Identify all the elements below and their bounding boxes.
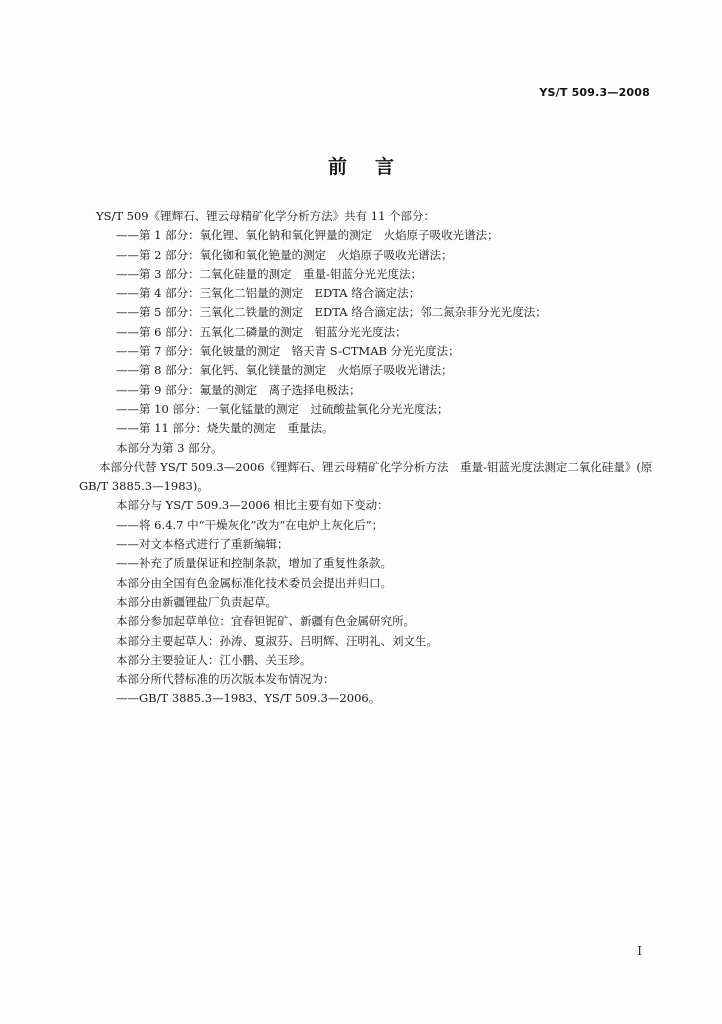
list-item-part-8: ——第 8 部分：氧化钙、氧化镁量的测定 火焰原子吸收光谱法； — [116, 363, 453, 378]
this-part-paragraph: 本部分为第 3 部分。 — [116, 440, 223, 455]
list-item-part-9: ——第 9 部分：氟量的测定 离子选择电极法； — [116, 382, 361, 397]
proposed-by-paragraph: 本部分由全国有色金属标准化技术委员会提出并归口。 — [116, 575, 392, 590]
document-body — [79, 207, 668, 709]
drafted-by-paragraph: 本部分由新疆锂盐厂负责起草。 — [116, 594, 277, 609]
history-intro-paragraph: 本部分所代替标准的历次版本发布情况为： — [116, 672, 335, 687]
drafters-paragraph: 本部分主要起草人：孙涛、夏淑芬、吕明辉、汪明礼、刘文生。 — [116, 633, 438, 648]
change-item-3: ——补充了质量保证和控制条款，增加了重复性条款。 — [116, 556, 392, 571]
change-item-1: ——将 6.4.7 中“干燥灰化”改为“在电炉上灰化后”； — [116, 517, 384, 532]
list-item-part-5: ——第 5 部分：三氧化二铁量的测定 EDTA 络合滴定法；邻二氮杂菲分光光度法； — [116, 305, 547, 320]
list-item-part-2: ——第 2 部分：氧化铷和氧化铯量的测定 火焰原子吸收光谱法； — [116, 247, 453, 262]
participants-paragraph: 本部分参加起草单位：宜春钽铌矿、新疆有色金属研究所。 — [116, 614, 415, 629]
intro-paragraph: YS/T 509《锂辉石、锂云母精矿化学分析方法》共有 11 个部分： — [96, 209, 436, 223]
list-item-part-4: ——第 4 部分：三氧化二铝量的测定 EDTA 络合滴定法； — [116, 286, 421, 301]
list-item-part-6: ——第 6 部分：五氧化二磷量的测定 钼蓝分光光度法； — [116, 324, 407, 339]
history-item: ——GB/T 3885.3—1983、YS/T 509.3—2006。 — [116, 691, 381, 706]
changes-intro-paragraph: 本部分与 YS/T 509.3—2006 相比主要有如下变动： — [116, 498, 389, 513]
change-item-2: ——对文本格式进行了重新编辑； — [116, 537, 289, 552]
replaces-paragraph: 本部分代替 YS/T 509.3—2006《锂辉石、锂云母精矿化学分析方法 重量-钼蓝光度法测定二氧化硅量》(原 GB/T 3885.3—1983)。 — [79, 459, 653, 494]
verifiers-paragraph: 本部分主要验证人：江小鹏、关玉珍。 — [116, 652, 312, 667]
list-item-part-3: ——第 3 部分：二氧化硅量的测定 重量-钼蓝分光光度法； — [116, 266, 423, 281]
page-title: 前言 — [327, 156, 422, 178]
list-item-part-1: ——第 1 部分：氧化锂、氧化钠和氧化钾量的测定 火焰原子吸收光谱法； — [116, 228, 499, 243]
list-item-part-11: ——第 11 部分：烧失量的测定 重量法。 — [116, 421, 334, 436]
list-item-part-10: ——第 10 部分：一氧化锰量的测定 过硫酸盐氧化分光光度法； — [116, 401, 449, 416]
list-item-part-7: ——第 7 部分：氧化铍量的测定 铬天青 S-CTMAB 分光光度法； — [116, 344, 460, 359]
page-number: I — [637, 944, 642, 958]
standard-code: YS/T 509.3—2008 — [539, 86, 650, 99]
